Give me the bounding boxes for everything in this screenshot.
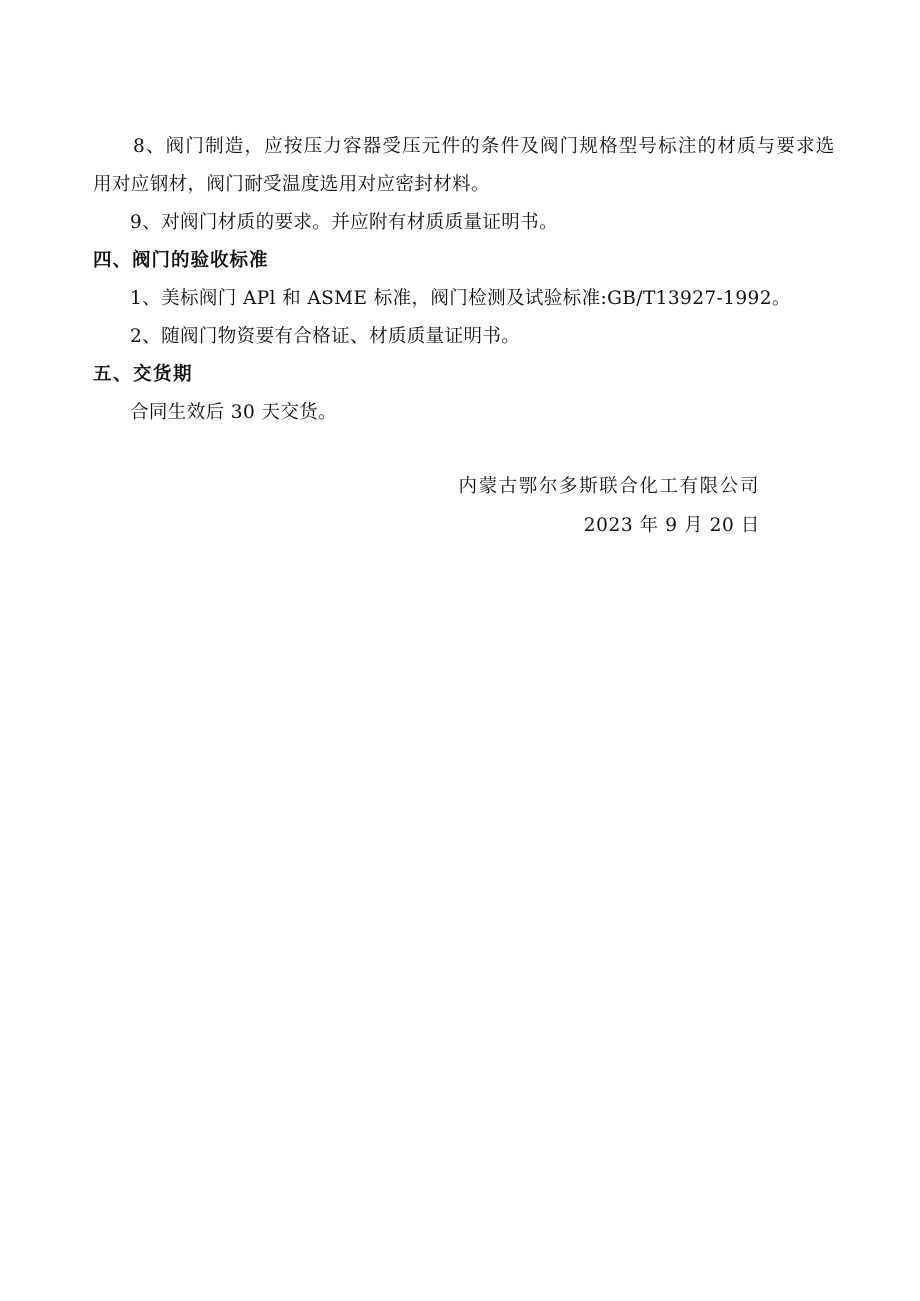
delivery-text: 合同生效后 30 天交货。 bbox=[130, 402, 338, 423]
section-4-heading: 四、阀门的验收标准 bbox=[93, 250, 269, 271]
section-4-item-1: 1、美标阀门 APl 和 ASME 标准，阀门检测及试验标准:GB/T13927-1992。 bbox=[130, 288, 791, 309]
signature-company: 内蒙古鄂尔多斯联合化工有限公司 bbox=[458, 476, 760, 497]
section-5-heading: 五、交货期 bbox=[93, 364, 194, 385]
signature-date: 2023 年 9 月 20 日 bbox=[583, 515, 760, 536]
section-4-item-2: 2、随阀门物资要有合格证、材质质量证明书。 bbox=[130, 326, 521, 347]
item-9: 9、对阀门材质的要求。并应附有材质质量证明书。 bbox=[130, 212, 558, 233]
item-8-line-2: 用对应钢材，阀门耐受温度选用对应密封材料。 bbox=[93, 174, 490, 195]
item-8-line-1: 8、阀门制造，应按压力容器受压元件的条件及阀门规格型号标注的材质与要求选 bbox=[133, 136, 836, 157]
